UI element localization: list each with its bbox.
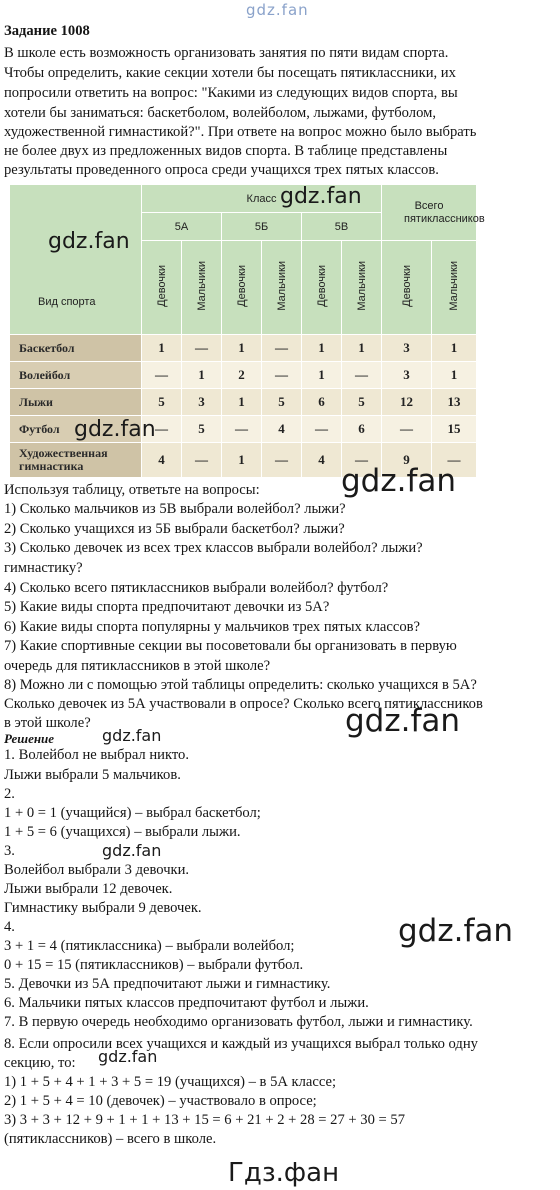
watermark: gdz.fan: [345, 703, 461, 739]
boys-header: Мальчики: [275, 261, 288, 311]
table-cell: 4: [142, 443, 182, 478]
intro-line: результаты проведенного опроса среди учащихся трех пятых классов.: [4, 162, 439, 178]
table-cell: 2: [222, 362, 262, 389]
intro-line: попросили ответить на вопрос: "Какими из следующих видов спорта, вы: [4, 85, 458, 101]
table-cell: 3: [182, 389, 222, 416]
intro-line: Чтобы определить, какие секции хотели бы посещать пятиклассники, их: [4, 65, 456, 81]
table-cell: 5: [182, 416, 222, 443]
solution-line: 4.: [4, 919, 15, 935]
solution-line: 1. Волейбол не выбрал никто.: [4, 747, 190, 763]
class-5a-header: 5А: [142, 213, 222, 241]
sport-label: Футбол: [10, 416, 142, 443]
question-line: Сколько девочек из 5А участвовали в опросе? Сколько всего пятиклассников: [4, 696, 483, 712]
solution-line: Гимнастику выбрали 9 девочек.: [4, 900, 202, 916]
table-cell: 6: [302, 389, 342, 416]
table-cell: —: [432, 443, 477, 478]
sport-label: Художественная гимнастика: [10, 443, 142, 478]
table-cell: 15: [432, 416, 477, 443]
table-cell: —: [142, 416, 182, 443]
table-cell: 1: [302, 362, 342, 389]
watermark: gdz.fan: [74, 417, 156, 442]
solution-line: 5. Девочки из 5А предпочитают лыжи и гимнастику.: [4, 976, 331, 992]
solution-line: 3.: [4, 843, 15, 859]
boys-header: Мальчики: [195, 261, 208, 311]
table-cell: 1: [302, 335, 342, 362]
table-cell: 1: [342, 335, 382, 362]
question-line: 7) Какие спортивные секции вы посоветовали бы организовать в первую: [4, 638, 457, 654]
solution-heading: Решение: [4, 731, 55, 746]
table-cell: —: [262, 443, 302, 478]
table-cell: 9: [382, 443, 432, 478]
intro-line: В школе есть возможность организовать занятия по пяти видам спорта.: [4, 45, 449, 61]
solution-line: 3) 3 + 3 + 12 + 9 + 1 + 1 + 13 + 15 = 6 + 21 + 2 + 28 = 27 + 30 = 57: [4, 1112, 406, 1128]
girls-header: Девочки: [315, 265, 328, 307]
boys-header: Мальчики: [448, 261, 461, 311]
solution-line: 8. Если опросили всех учащихся и каждый из учащихся выбрал только одну: [4, 1036, 478, 1052]
question-line: 5) Какие виды спорта предпочитают девочки из 5А?: [4, 599, 330, 615]
class-5v-header: 5В: [302, 213, 382, 241]
question-line: очередь для пятиклассников в этой школе?: [4, 658, 271, 674]
table-cell: 5: [342, 389, 382, 416]
solution-line: 2) 1 + 5 + 4 = 10 (девочек) – участвовало в опросе;: [4, 1093, 317, 1109]
girls-header: Девочки: [155, 265, 168, 307]
task-title: Задание 1008: [4, 23, 90, 39]
table-cell: —: [342, 443, 382, 478]
table-row: [10, 362, 477, 389]
solution-line: 1 + 0 = 1 (учащийся) – выбрал баскетбол;: [4, 805, 261, 821]
table-cell: —: [342, 362, 382, 389]
intro-line: не более двух из предложенных видов спорта. В таблице представлены: [4, 143, 448, 159]
class-5b-header: 5Б: [222, 213, 302, 241]
questions-intro: Используя таблицу, ответьте на вопросы:: [4, 482, 260, 498]
solution-line: 2.: [4, 786, 15, 802]
question-line: 6) Какие виды спорта популярны у мальчиков трех пятых классов?: [4, 619, 420, 635]
watermark: gdz.fan: [48, 229, 130, 254]
solution-line: (пятиклассников) – всего в школе.: [4, 1131, 217, 1147]
watermark: gdz.fan: [280, 184, 362, 209]
solution-line: Лыжи выбрали 5 мальчиков.: [4, 767, 181, 783]
table-cell: 6: [342, 416, 382, 443]
solution-line: 1) 1 + 5 + 4 + 1 + 3 + 5 = 19 (учащихся) – в 5А классе;: [4, 1074, 337, 1090]
table-cell: —: [262, 362, 302, 389]
watermark: gdz.fan: [398, 913, 514, 949]
table-cell: 5: [142, 389, 182, 416]
sport-label: Волейбол: [10, 362, 142, 389]
table-cell: 1: [222, 335, 262, 362]
intro-line: хотели бы заниматься: баскетболом, волейболом, лыжами, футболом,: [4, 105, 436, 121]
table-cell: 1: [182, 362, 222, 389]
table-row: [10, 335, 477, 362]
intro-line: художественной гимнастикой?". При ответе на вопрос можно было выбрать: [4, 124, 477, 140]
class-header: Класс: [142, 185, 382, 213]
question-line: 1) Сколько мальчиков из 5В выбрали волейбол? лыжи?: [4, 501, 346, 517]
question-line: 3) Сколько девочек из всех трех классов выбрали волейбол? лыжи?: [4, 540, 423, 556]
table-cell: 3: [382, 335, 432, 362]
watermark: gdz.fan: [102, 841, 162, 860]
solution-line: секцию, то:: [4, 1055, 76, 1071]
solution-line: 3 + 1 = 4 (пятиклассника) – выбрали волейбол;: [4, 938, 295, 954]
table-cell: 4: [262, 416, 302, 443]
table-cell: 4: [302, 443, 342, 478]
table-cell: 1: [142, 335, 182, 362]
watermark: gdz.fan: [98, 1047, 158, 1066]
table-cell: 12: [382, 389, 432, 416]
table-cell: 1: [222, 443, 262, 478]
girls-header: Девочки: [400, 265, 413, 307]
solution-line: 0 + 15 = 15 (пятиклассников) – выбрали футбол.: [4, 957, 304, 973]
table-corner-label: Вид спорта: [10, 185, 142, 335]
table-cell: —: [302, 416, 342, 443]
table-cell: —: [382, 416, 432, 443]
solution-line: 1 + 5 = 6 (учащихся) – выбрали лыжи.: [4, 824, 241, 840]
table-cell: —: [182, 335, 222, 362]
question-line: гимнастику?: [4, 560, 83, 576]
watermark: gdz.fan: [102, 726, 162, 745]
table-cell: —: [222, 416, 262, 443]
question-line: в этой школе?: [4, 715, 91, 731]
sport-label: Лыжи: [10, 389, 142, 416]
table-cell: —: [262, 335, 302, 362]
watermark-bottom: Гдз.фан: [228, 1158, 340, 1188]
table-cell: 1: [222, 389, 262, 416]
table-row: [10, 389, 477, 416]
solution-line: Лыжи выбрали 12 девочек.: [4, 881, 173, 897]
table-cell: 3: [382, 362, 432, 389]
table-cell: 1: [432, 362, 477, 389]
table-cell: —: [142, 362, 182, 389]
solution-line: 6. Мальчики пятых классов предпочитают футбол и лыжи.: [4, 995, 369, 1011]
solution-line: 7. В первую очередь необходимо организовать футбол, лыжи и гимнастику.: [4, 1014, 473, 1030]
solution-line: Волейбол выбрали 3 девочки.: [4, 862, 190, 878]
table-cell: 5: [262, 389, 302, 416]
table-cell: 13: [432, 389, 477, 416]
total-header: Всего пятиклассников: [382, 185, 477, 241]
question-line: 4) Сколько всего пятиклассников выбрали волейбол? футбол?: [4, 580, 389, 596]
table-cell: 1: [432, 335, 477, 362]
watermark: gdz.fan: [341, 463, 457, 499]
watermark-top: gdz.fan: [246, 1, 309, 19]
sport-label: Баскетбол: [10, 335, 142, 362]
boys-header: Мальчики: [355, 261, 368, 311]
girls-header: Девочки: [235, 265, 248, 307]
question-line: 8) Можно ли с помощью этой таблицы определить: сколько учащихся в 5А?: [4, 677, 477, 693]
table-cell: —: [182, 443, 222, 478]
question-line: 2) Сколько учащихся из 5Б выбрали баскетбол? лыжи?: [4, 521, 345, 537]
